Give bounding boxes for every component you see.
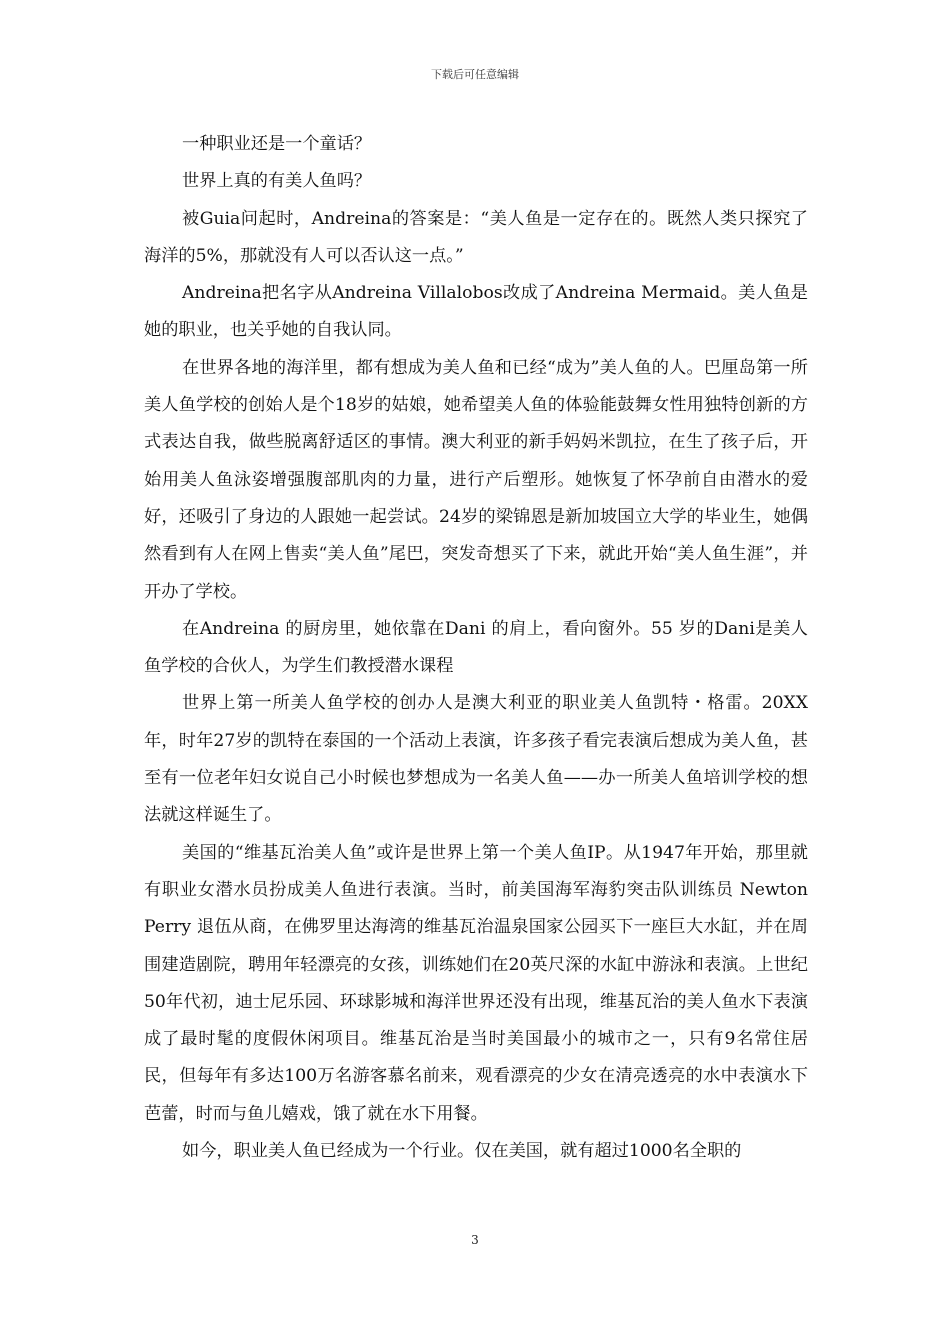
paragraph: 世界上真的有美人鱼吗？ <box>182 171 372 192</box>
paragraph: 在Andreina 的厨房里，她依靠在Dani 的肩上，看向窗外。55 岁的Dani是美人鱼学校的合伙人，为学生们教授潜水课程 <box>144 618 808 677</box>
page-header: 下载后可任意编辑 <box>431 68 519 81</box>
paragraph: 美国的“维基瓦治美人鱼”或许是世界上第一个美人鱼IP。从1947年开始，那里就有职业女潜水员扮成美人鱼进行表演。当时，前美国海军海豹突击队训练员 Newton Perry 退伍从商，在佛罗里达海湾的维基瓦治温泉国家公园买下一座巨大水缸，并在周围建造剧院，聘用年轻漂亮的女孩，训练她们在20英尺深的水缸中游泳和表演。上世纪50年代初，迪士尼乐园、环球影城和海洋世界还没有出现，维基瓦治的美人鱼水下表演成了最时髦的度假休闲项目。维基瓦治是当时美国最小的城市之一，只有9名常住居民，但每年有多达100万名游客慕名前来，观看漂亮的少女在清亮透亮的水中表演水下芭蕾，时而与鱼儿嬉戏，饿了就在水下用餐。 <box>144 842 808 1124</box>
document-body <box>144 126 808 1170</box>
paragraph: Andreina把名字从Andreina Villalobos改成了Andreina Mermaid。美人鱼是她的职业，也关乎她的自我认同。 <box>144 283 808 341</box>
paragraph: 在世界各地的海洋里，都有想成为美人鱼和已经“成为”美人鱼的人。巴厘岛第一所美人鱼学校的创始人是个18岁的姑娘，她希望美人鱼的体验能鼓舞女性用独特创新的方式表达自我，做些脱离舒适区的事情。澳大利亚的新手妈妈米凯拉，在生了孩子后，开始用美人鱼泳姿增强腹部肌肉的力量，进行产后塑形。她恢复了怀孕前自由潜水的爱好，还吸引了身边的人跟她一起尝试。24岁的梁锦恩是新加坡国立大学的毕业生，她偶然看到有人在网上售卖“美人鱼”尾巴，突发奇想买了下来，就此开始“美人鱼生涯”，并开办了学校。 <box>144 357 808 602</box>
paragraph: 被Guia问起时，Andreina的答案是：“美人鱼是一定存在的。既然人类只探究了海洋的5%，那就没有人可以否认这一点。” <box>144 208 808 266</box>
page-number: 3 <box>471 1233 479 1247</box>
paragraph: 如今，职业美人鱼已经成为一个行业。仅在美国，就有超过1000名全职的 <box>182 1141 742 1162</box>
paragraph: 世界上第一所美人鱼学校的创办人是澳大利亚的职业美人鱼凯特・格雷。20XX年，时年27岁的凯特在泰国的一个活动上表演，许多孩子看完表演后想成为美人鱼，甚至有一位老年妇女说自己小时候也梦想成为一名美人鱼——办一所美人鱼培训学校的想法就这样诞生了。 <box>144 693 808 826</box>
paragraph: 一种职业还是一个童话？ <box>182 134 372 154</box>
